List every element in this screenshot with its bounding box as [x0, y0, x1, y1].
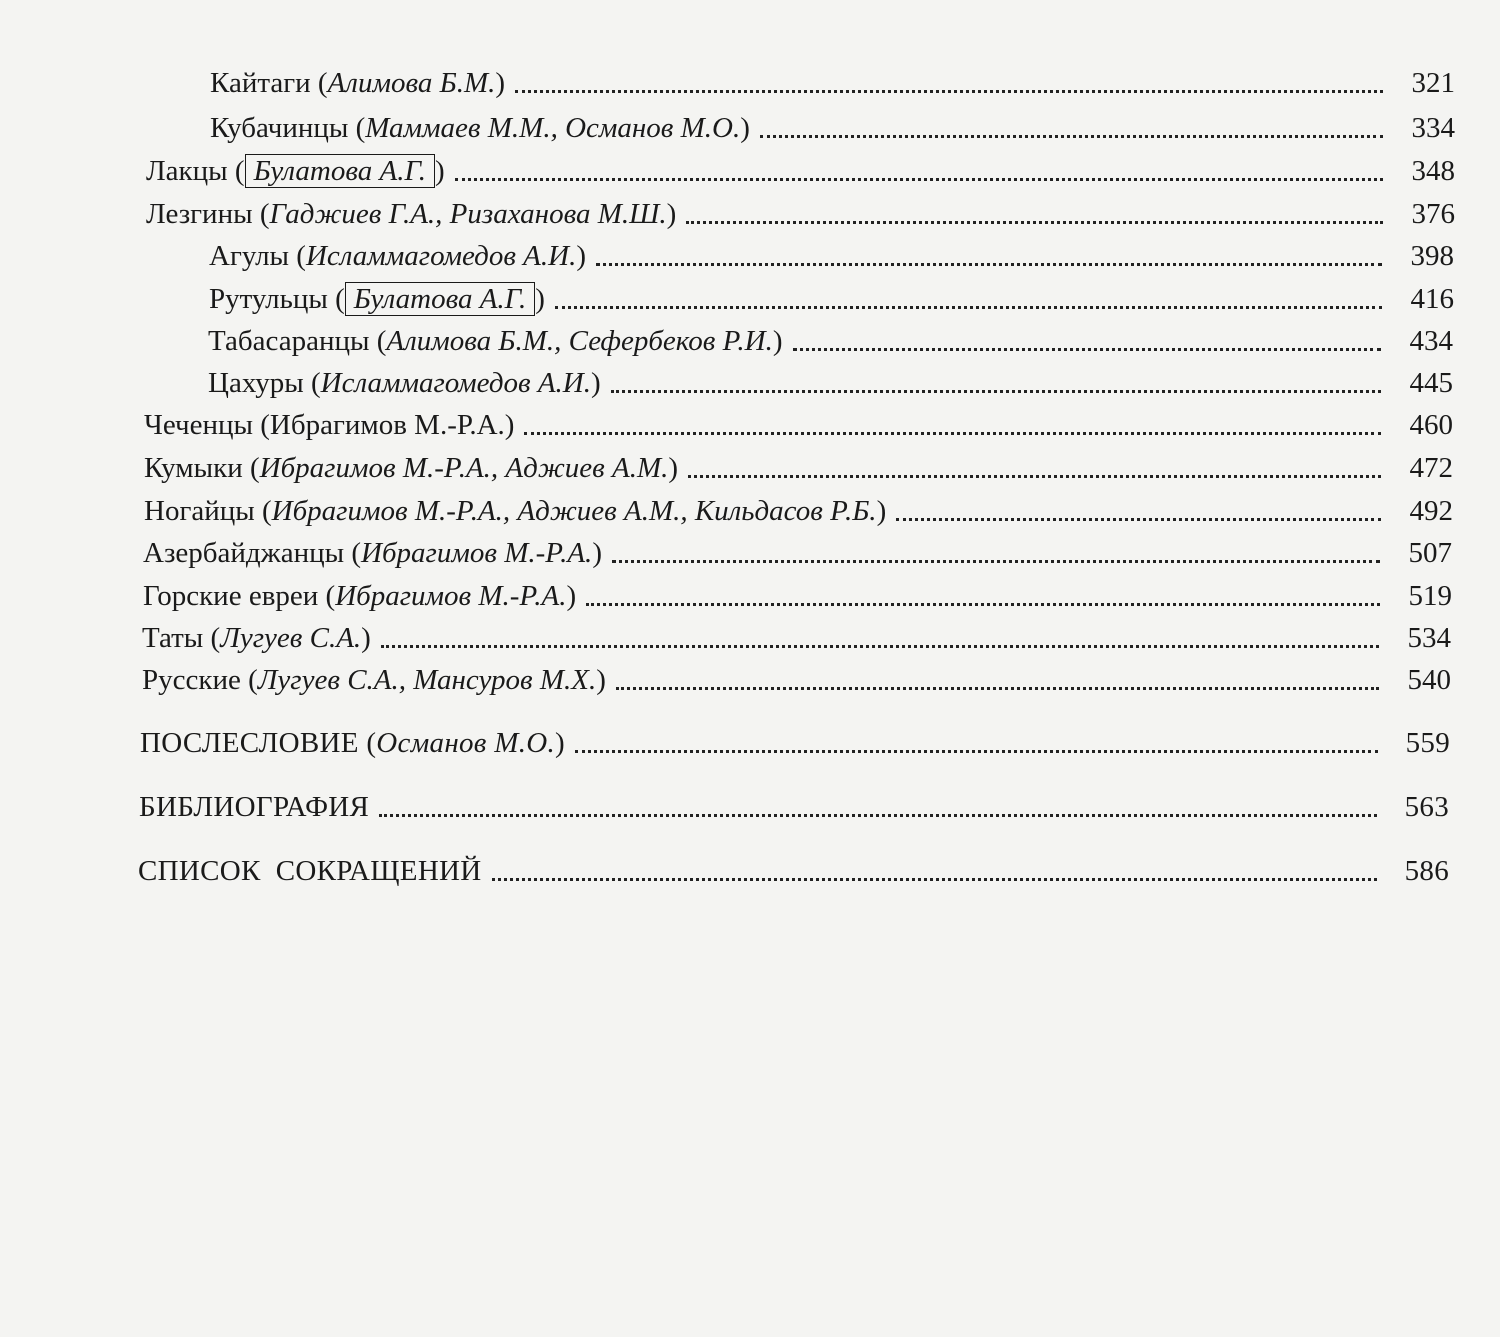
author: Ибрагимов М.-Р.А.	[335, 580, 567, 612]
page-number: 563	[1404, 791, 1449, 823]
boxed-author: Булатова А.Г.	[245, 154, 435, 188]
toc-entry-taty: Таты (Лугуев С.А.) 534	[142, 622, 1451, 654]
toc-entry-tabasarantsy: Табасаранцы (Алимова Б.М., Сефербеков Р.И.) 434	[208, 325, 1453, 357]
page-number: 398	[1410, 240, 1454, 272]
page-number: 492	[1409, 495, 1453, 527]
dot-leader	[688, 474, 1381, 478]
toc-entry-nogaitsy: Ногайцы (Ибрагимов М.-Р.А., Аджиев А.М., Кильдасов Р.Б.) 492	[144, 495, 1453, 527]
toc-entry-lezginy: Лезгины (Гаджиев Г.А., Ризаханова М.Ш.) 376	[146, 198, 1455, 230]
page-number: 472	[1409, 452, 1453, 484]
dot-leader	[611, 389, 1381, 393]
page-number: 348	[1411, 155, 1455, 187]
page-number: 376	[1411, 198, 1455, 230]
toc-section-abbreviations: СПИСОК СОКРАЩЕНИЙ 586	[138, 855, 1449, 887]
dot-leader	[616, 686, 1379, 690]
author: Ибрагимов М.-Р.А., Аджиев А.М., Кильдасов Р.Б.	[271, 495, 877, 527]
author: Ибрагимов М.-Р.А.	[361, 537, 593, 569]
page-number: 507	[1408, 537, 1452, 569]
page-number: 334	[1411, 112, 1455, 144]
dot-leader	[612, 559, 1380, 563]
toc-entry-chechentsy: Чеченцы (Ибрагимов М.-Р.А.) 460	[144, 409, 1453, 441]
page-number: 540	[1407, 664, 1451, 696]
page-number: 559	[1405, 727, 1450, 759]
toc-entry-kaitagi: Кайтаги (Алимова Б.М.) 321	[210, 67, 1455, 99]
author: Маммаев М.М., Османов М.О.	[365, 112, 741, 144]
page-number: 321	[1411, 67, 1455, 99]
author: Лугуев С.А., Мансуров М.Х.	[257, 664, 597, 696]
toc-entry-aguly: Агулы (Исламмагомедов А.И.) 398	[209, 240, 1454, 272]
author: Гаджиев Г.А., Ризаханова М.Ш.	[269, 198, 667, 230]
page-number: 434	[1409, 325, 1453, 357]
dot-leader	[515, 89, 1383, 93]
toc-entry-rutultsy: Рутульцы ( Булатова А.Г. ) 416	[209, 283, 1454, 315]
page-number: 519	[1408, 580, 1452, 612]
dot-leader	[896, 517, 1381, 521]
dot-leader	[793, 347, 1381, 351]
dot-leader	[381, 644, 1379, 648]
toc-entry-laktsy: Лакцы ( Булатова А.Г. ) 348	[146, 155, 1455, 187]
toc-entry-kubachintsy: Кубачинцы (Маммаев М.М., Османов М.О.) 334	[210, 112, 1455, 144]
page-number: 534	[1407, 622, 1451, 654]
dot-leader	[455, 177, 1383, 181]
toc-entry-tsakhury: Цахуры (Исламмагомедов А.И.) 445	[208, 367, 1453, 399]
toc-entry-russkie: Русские (Лугуев С.А., Мансуров М.Х.) 540	[142, 664, 1451, 696]
page-number: 586	[1404, 855, 1449, 887]
author: Алимова Б.М.	[327, 67, 496, 99]
dot-leader	[596, 262, 1382, 266]
dot-leader	[686, 220, 1383, 224]
page-number: 460	[1409, 409, 1453, 441]
author: Османов М.О.	[376, 727, 556, 759]
toc-section-afterword: ПОСЛЕСЛОВИЕ (Османов М.О.) 559	[140, 727, 1450, 759]
author: Исламмагомедов А.И.	[305, 240, 577, 272]
toc-entry-azerbaijantsy: Азербайджанцы (Ибрагимов М.-Р.А.) 507	[143, 537, 1452, 569]
dot-leader	[492, 877, 1377, 881]
toc-entry-kumyki: Кумыки (Ибрагимов М.-Р.А., Аджиев А.М.) 472	[144, 452, 1453, 484]
dot-leader	[575, 749, 1378, 753]
toc-entry-gorskie-evrei: Горские евреи (Ибрагимов М.-Р.А.) 519	[143, 580, 1452, 612]
author: Исламмагомедов А.И.	[320, 367, 591, 399]
author: Ибрагимов М.-Р.А., Аджиев А.М.	[259, 452, 669, 484]
dot-leader	[524, 431, 1381, 435]
page-number: 445	[1409, 367, 1453, 399]
boxed-author: Булатова А.Г.	[345, 282, 535, 316]
page-number: 416	[1410, 283, 1454, 315]
toc-section-bibliography: БИБЛИОГРАФИЯ 563	[139, 791, 1449, 823]
dot-leader	[379, 813, 1377, 817]
dot-leader	[555, 305, 1382, 309]
dot-leader	[760, 134, 1383, 138]
dot-leader	[586, 602, 1380, 606]
author: Лугуев С.А.	[220, 622, 362, 654]
author: Алимова Б.М., Сефербеков Р.И.	[386, 325, 773, 357]
